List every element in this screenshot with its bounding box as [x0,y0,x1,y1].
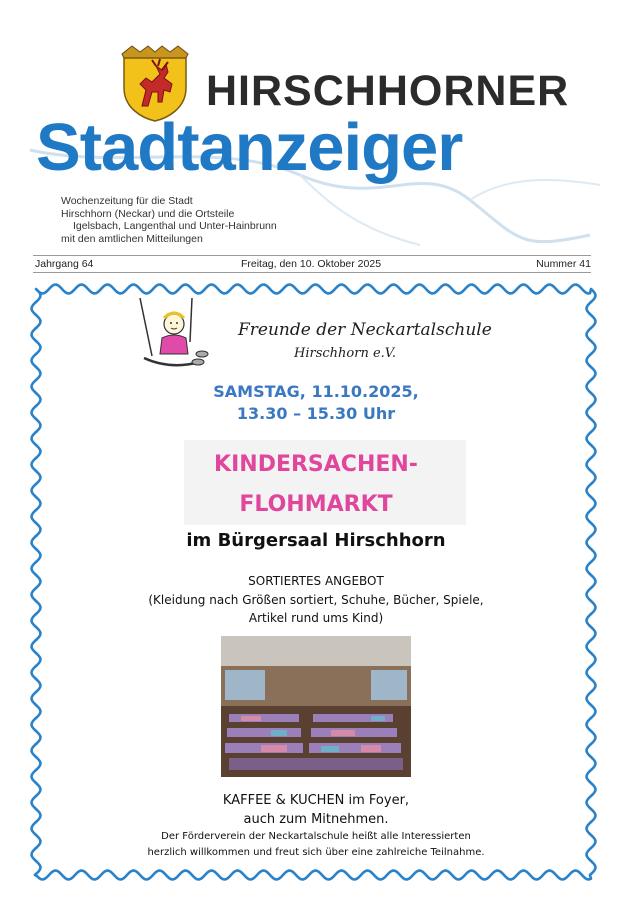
club-name-line2: Hirschhorn e.V. [294,346,397,361]
subtitle-line: Hirschhorn (Neckar) und die Ortsteile [61,207,235,220]
event-time: 13.30 – 15.30 Uhr [236,404,396,423]
catering-info-line2: auch zum Mitnehmen. [243,812,389,827]
event-title-line1: KINDERSACHEN- [214,452,418,477]
catering-info: KAFFEE & KUCHEN im Foyer, [222,793,410,808]
subtitle-line: Wochenzeitung für die Stadt [61,195,193,207]
event-title-line2: FLOHMARKT [239,492,393,517]
offer-details: (Kleidung nach Größen sortiert, Schuhe, Bücher, Spiele, [148,593,484,607]
offer-details-line2: Artikel rund ums Kind) [248,611,384,625]
event-date: SAMSTAG, 11.10.2025, [213,382,419,401]
invitation-text-line2: herzlich willkommen und freut sich über eine zahlreiche Teilnahme. [147,847,485,858]
club-name: Freunde der Neckartalschule [238,320,492,340]
subtitle-line: mit den amtlichen Mitteilungen [61,232,203,245]
offer-heading: SORTIERTES ANGEBOT [248,574,384,588]
subtitle-line: Igelsbach, Langenthal und Unter-Hainbrunn [73,220,277,232]
invitation-text: Der Förderverein der Neckartalschule heißt alle Interessierten [161,831,471,842]
issue-date: Freitag, den 10. Oktober 2025 [240,258,382,270]
hall-with-market-tables-photo [221,636,411,777]
child-on-swing-icon [130,294,220,376]
masthead-title-small: HIRSCHHORNER [206,67,570,115]
issue-year: Jahrgang 64 [35,258,94,270]
masthead-title: Stadtanzeiger [36,110,463,185]
issue-number: Nummer 41 [536,258,591,270]
event-location: im Bürgersaal Hirschhorn [186,530,446,551]
